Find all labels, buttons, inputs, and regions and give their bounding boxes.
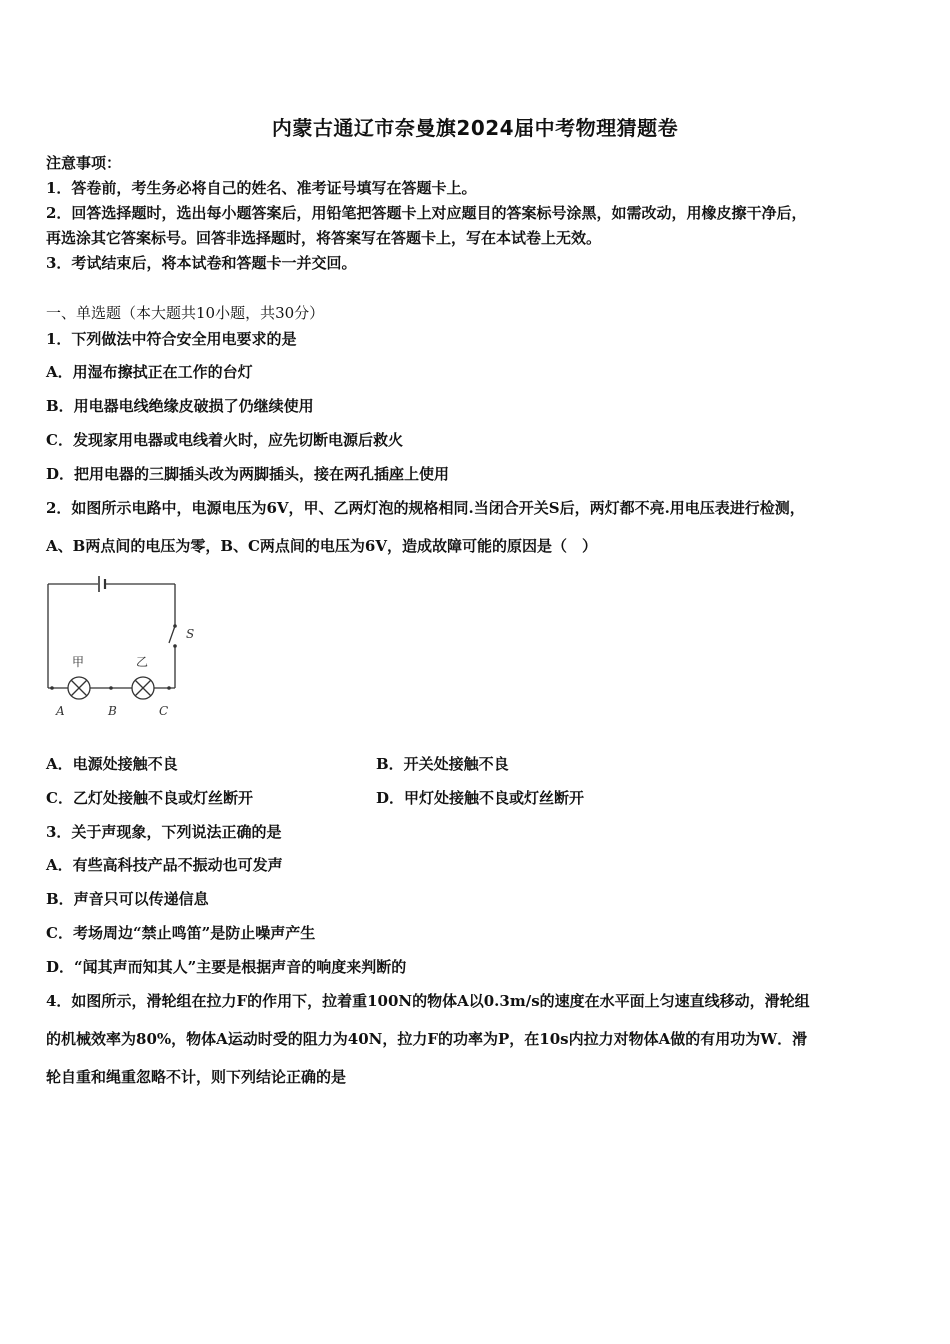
circuit-diagram [40,566,220,726]
q4-line2: 的机械效率为80%，物体A运动时受的阻力为40N，拉力F的功率为P，在10s内拉力对物体A做的有用功为W．滑 [46,1030,808,1048]
q3-option-d: D．“闻其声而知其人”主要是根据声音的响度来判断的 [46,958,407,976]
q2-option-a: A．电源处接触不良 [46,755,178,773]
q3-option-a: A．有些高科技产品不振动也可发声 [46,856,283,874]
switch-contact-bottom [173,644,177,648]
q3-option-b: B．声音只可以传递信息 [46,890,209,908]
point-c-label: C [159,704,169,718]
q3-option-c: C．考场周边“禁止鸣笛”是防止噪声产生 [46,924,316,942]
q3-stem: 3．关于声现象，下列说法正确的是 [46,823,282,841]
point-a-label: A [56,704,65,718]
node-c [167,686,171,690]
lamp-yi-label: 乙 [136,655,149,669]
q2-option-d: D．甲灯处接触不良或灯丝断开 [376,789,585,807]
notice-item-2-cont: 再选涂其它答案标号。回答非选择题时，将答案写在答题卡上，写在本试卷上无效。 [46,229,602,247]
switch-contact-top [173,624,177,628]
q2-option-b: B．开关处接触不良 [376,755,509,773]
q1-option-a: A．用湿布擦拭正在工作的台灯 [46,363,253,381]
page-title: 内蒙古通辽市奈曼旗2024届中考物理猜题卷 [271,116,679,140]
q2-stem-line2: A、B两点间的电压为零，B、C两点间的电压为6V，造成故障可能的原因是（ ） [46,537,598,555]
node-a [50,686,54,690]
notice-item-2: 2．回答选择题时，选出每小题答案后，用铅笔把答题卡上对应题目的答案标号涂黑，如需改动，用橡皮擦干净后， [46,204,807,222]
node-b [109,686,113,690]
q4-line3: 轮自重和绳重忽略不计，则下列结论正确的是 [46,1068,347,1086]
notice-item-1: 1．答卷前，考生务必将自己的姓名、准考证号填写在答题卡上。 [46,179,477,197]
q1-option-b: B．用电器电线绝缘皮破损了仍继续使用 [46,397,314,415]
q1-stem: 1．下列做法中符合安全用电要求的是 [46,330,297,348]
q4-line1: 4．如图所示，滑轮组在拉力F的作用下，拉着重100N的物体A以0.3m/s的速度在水平面上匀速直线移动，滑轮组 [46,992,810,1010]
notice-heading: 注意事项： [46,154,122,172]
lamp-jia-label: 甲 [72,655,85,669]
q2-stem-line1: 2．如图所示电路中，电源电压为6V，甲、乙两灯泡的规格相同.当闭合开关S后，两灯都不亮.用电压表进行检测， [46,499,805,517]
switch-blade [169,626,175,643]
switch-label: S [186,627,195,641]
q1-option-c: C．发现家用电器或电线着火时，应先切断电源后救火 [46,431,403,449]
q2-option-c: C．乙灯处接触不良或灯丝断开 [46,789,253,807]
section-heading: 一、单选题（本大题共10小题，共30分） [46,304,325,322]
point-b-label: B [108,704,117,718]
q1-option-d: D．把用电器的三脚插头改为两脚插头，接在两孔插座上使用 [46,465,450,483]
notice-item-3: 3．考试结束后，将本试卷和答题卡一并交回。 [46,254,357,272]
